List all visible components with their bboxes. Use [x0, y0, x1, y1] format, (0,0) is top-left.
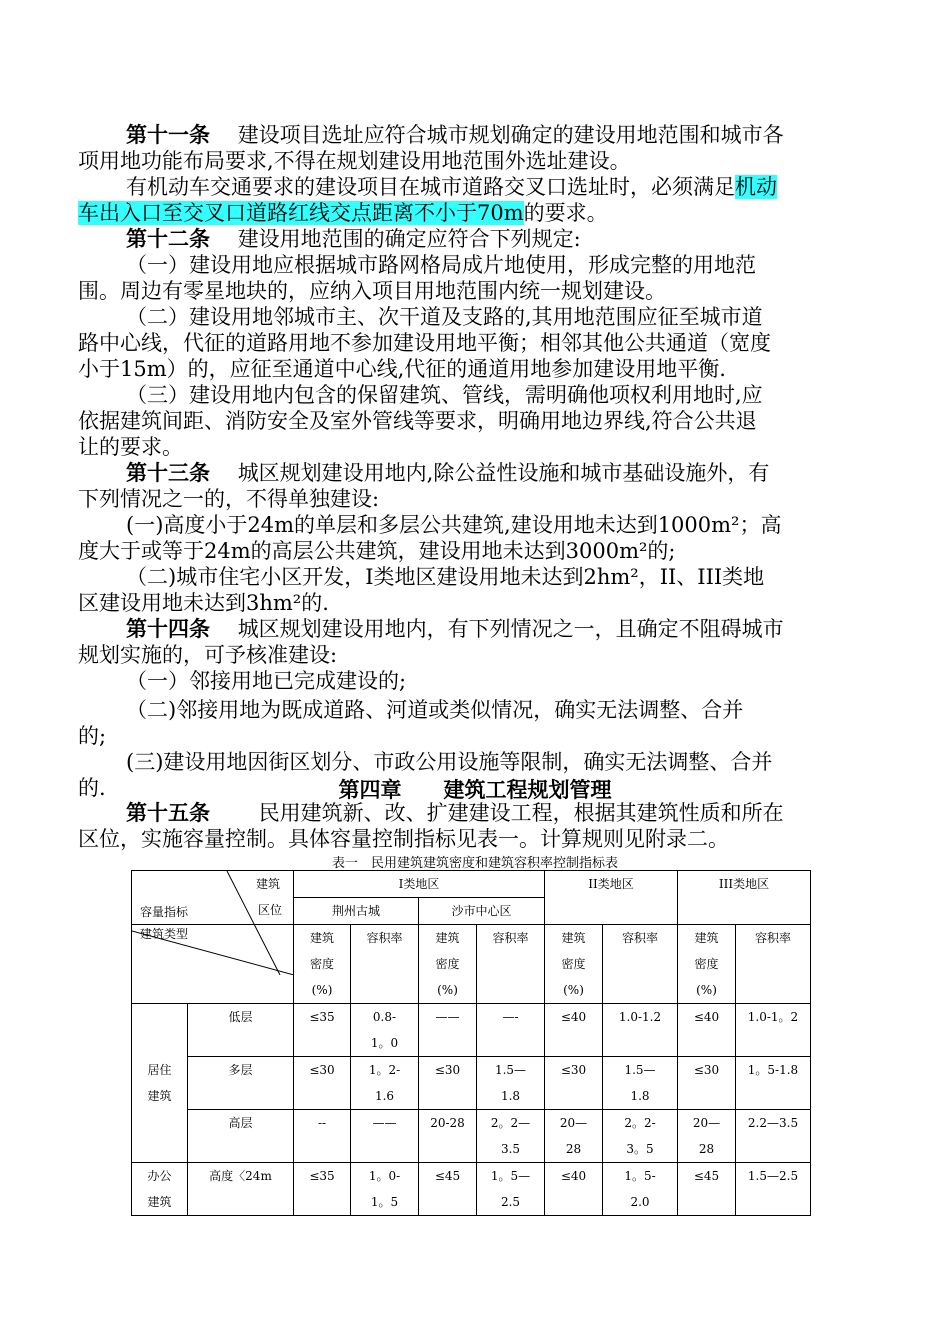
table-cell-text: ≤30 [434, 1063, 461, 1077]
table-cell-text: ≤35 [309, 1010, 335, 1024]
article-12-item-1b: 围。周边有零星地块的，应纳入项目用地范围内统一规划建设。 [78, 279, 666, 303]
table-cell-text: 20— [559, 1116, 588, 1130]
table-cell-text: 密度 [694, 957, 719, 971]
article-14-line-1 [78, 616, 916, 642]
table-cell [678, 1057, 736, 1110]
article-14-item-2a: （二)邻接用地为既成道路、河道或类似情况，确实无法调整、合并 [126, 698, 744, 722]
table-cell-text: 3.5 [500, 1142, 521, 1156]
table-cell [545, 1163, 603, 1216]
table-cell-text: ≤40 [560, 1010, 587, 1024]
header-density [678, 925, 736, 1004]
zone-1-sub-1: 荆州古城 [294, 898, 419, 925]
table-cell-text: 1。5-1.8 [747, 1063, 799, 1077]
table-caption: 表一 民用建筑建筑密度和建筑容积率控制指标表 [331, 856, 618, 871]
row-type: 多层 [188, 1057, 294, 1110]
article-11-text: 建设项目选址应符合城市规划确定的建设用地范围和城市各 [237, 123, 784, 147]
article-12-line-1 [78, 226, 916, 252]
corner-label-a: 建筑 [256, 877, 281, 891]
table-cell [736, 1004, 811, 1057]
table-cell-text: 2。2— [490, 1116, 531, 1130]
article-12-item-3c: 让的要求。 [78, 435, 183, 459]
article-13-line-1 [78, 460, 916, 486]
table-cell-text: —- [502, 1010, 519, 1024]
table-cell-text: ≤40 [693, 1010, 720, 1024]
table-cell [477, 1110, 545, 1163]
table-cell-text: 1.0-1.2 [618, 1010, 662, 1024]
table-cell [545, 1110, 603, 1163]
header-far: 容积率 [736, 925, 811, 1004]
table-cell [351, 1004, 419, 1057]
article-13-item-1b: 度大于或等于24m的高层公共建筑，建设用地未达到3000m²的; [78, 539, 676, 563]
table-cell-text: 28 [698, 1142, 715, 1156]
table-cell-text: -- [317, 1116, 327, 1130]
group-office [132, 1163, 188, 1216]
table-cell-text: 1.5—2.5 [747, 1169, 799, 1183]
article-13-item-2a: （二)城市住宅小区开发，I类地区建设用地未达到2hm²，II、III类地 [126, 565, 765, 589]
article-12-item-3a: （三）建设用地内包含的保留建筑、管线，需明确他项权利用地时,应 [126, 383, 763, 407]
table-cell-text: ≤45 [434, 1169, 461, 1183]
table-cell-text: ≤30 [560, 1063, 587, 1077]
article-11-text-4: 的要求。 [523, 201, 608, 225]
article-14-item-3a: (三)建设用地因街区划分、市政公用设施等限制，确实无法调整、合并 [126, 750, 773, 774]
table-cell-text: 建筑 [435, 931, 460, 945]
table-cell [477, 1163, 545, 1216]
article-11-heading: 第十一条 [126, 122, 210, 147]
table-cell [603, 1057, 678, 1110]
article-11-line-1 [78, 122, 916, 148]
table-cell [351, 1163, 419, 1216]
table-cell-text: (%) [311, 983, 333, 997]
table-cell-text: 密度 [561, 957, 586, 971]
zone-3-header: III类地区 [678, 871, 811, 925]
table-cell-text: 密度 [435, 957, 460, 971]
article-14-item-3b: 的. [78, 776, 106, 800]
article-12-item-2a: （二）建设用地邻城市主、次干道及支路的,其用地范围应征至城市道 [126, 305, 763, 329]
article-11-line-2: 项用地功能布局要求,不得在规划建设用地范围外选址建设。 [78, 149, 631, 173]
corner-label-b: 区位 [258, 903, 283, 917]
table-cell-text: 1。0- [368, 1169, 401, 1183]
article-15-text: 民用建筑新、改、扩建建设工程，根据其建筑性质和所在 [258, 801, 784, 825]
table-cell [603, 1163, 678, 1216]
group-residential [132, 1004, 188, 1163]
table-cell-text: (%) [563, 983, 584, 997]
article-14-text: 城区规划建设用地内，有下列情况之一，且确定不阻碍城市 [237, 617, 784, 641]
table-cell [603, 1004, 678, 1057]
article-12-item-2b: 路中心线，代征的道路用地不参加建设用地平衡；相邻其他公共通道（宽度 [78, 331, 771, 355]
table-cell-text: 1.6 [374, 1089, 395, 1103]
table-cell-text: ≤40 [560, 1169, 587, 1183]
table-cell [477, 1004, 545, 1057]
table-cell [419, 1057, 477, 1110]
article-13-line-2: 下列情况之一的，不得单独建设: [78, 487, 380, 511]
header-far: 容积率 [477, 925, 545, 1004]
article-14-item-2b: 的; [78, 724, 107, 748]
row-type: 低层 [188, 1004, 294, 1057]
table-cell-text: 1。5- [624, 1169, 656, 1183]
zone-2-header: II类地区 [545, 871, 678, 925]
article-15-heading: 第十五条 [126, 800, 210, 825]
table-cell-text: 建筑 [561, 931, 586, 945]
table-cell-text: 建筑 [694, 931, 719, 945]
corner-label-c: 容量指标 [140, 905, 189, 919]
article-13-item-1a: (一)高度小于24m的单层和多层公共建筑,建设用地未达到1000m²；高 [126, 513, 782, 537]
table-row [132, 1110, 811, 1163]
article-13-heading: 第十三条 [126, 460, 210, 485]
table-cell [603, 1110, 678, 1163]
table-cell [545, 1004, 603, 1057]
chapter-title: 第四章 建筑工程规划管理 [338, 778, 612, 802]
corner-label-d: 建筑类型 [140, 927, 189, 941]
table-cell [736, 1163, 811, 1216]
article-12-heading: 第十二条 [126, 226, 210, 251]
table-cell [294, 1004, 351, 1057]
table-cell [736, 1057, 811, 1110]
table-cell [294, 1110, 351, 1163]
article-12-item-1a: （一）建设用地应根据城市路网格局成片地使用，形成完整的用地范 [126, 253, 756, 277]
table-cell-text: ≤45 [693, 1169, 720, 1183]
table-cell-text: ≤30 [693, 1063, 720, 1077]
table-cell-text: 2.0 [630, 1195, 650, 1209]
article-14-item-1: （一）邻接用地已完成建设的; [126, 669, 407, 693]
table-cell-text: 2。2- [624, 1116, 656, 1130]
table-cell-text: 3。5 [626, 1142, 654, 1156]
table-cell-text: 28 [565, 1142, 582, 1156]
table-cell [736, 1110, 811, 1163]
table-row [132, 1057, 811, 1110]
table-cell [419, 1110, 477, 1163]
table-cell-text: 1.8 [630, 1089, 650, 1103]
table-corner-header [132, 871, 294, 941]
table-cell-text: (%) [437, 983, 458, 997]
table-cell-text: (%) [696, 983, 717, 997]
article-13-item-2b: 区建设用地未达到3hm²的. [78, 591, 329, 615]
header-density [294, 925, 351, 1004]
table-cell-text: 居住 [147, 1063, 172, 1077]
table-row [132, 1004, 811, 1057]
table-cell-text: 1.5— [494, 1063, 527, 1077]
table-cell [294, 1163, 351, 1216]
header-far: 容积率 [603, 925, 678, 1004]
control-index-table [131, 870, 811, 1216]
article-12-text: 建设用地范围的确定应符合下列规定: [237, 227, 581, 251]
article-11-line-4 [78, 200, 868, 226]
article-12-item-2c: 小于15m）的，应征至通道中心线,代征的通道用地参加建设用地平衡. [78, 357, 726, 381]
article-11-line-3 [78, 174, 916, 200]
table-cell-text: 20— [692, 1116, 721, 1130]
highlight-text: 车出入口至交叉口道路红线交点距离不小于70m [78, 201, 524, 225]
table-cell-text: 1.5— [624, 1063, 656, 1077]
table-cell-text: —— [372, 1116, 397, 1130]
table-cell-text: ≤30 [309, 1063, 335, 1077]
table-cell-text: 建筑 [147, 1089, 172, 1103]
table-cell [351, 1057, 419, 1110]
article-12-item-3b: 依据建筑间距、消防安全及室外管线等要求，明确用地边界线,符合公共退 [78, 409, 757, 433]
table-cell [477, 1057, 545, 1110]
table-row [132, 1163, 811, 1216]
table-cell [545, 1057, 603, 1110]
row-type: 高层 [188, 1110, 294, 1163]
article-11-text-3: 有机动车交通要求的建设项目在城市道路交叉口选址时，必须满足 [126, 175, 735, 199]
article-15-line-2: 区位，实施容量控制。具体容量控制指标见表一。计算规则见附录二。 [78, 827, 729, 851]
table-cell-text: 2.5 [500, 1195, 521, 1209]
table-cell-text: 1.0-1。2 [747, 1010, 799, 1024]
header-density [419, 925, 477, 1004]
table-cell-text: 建筑 [147, 1195, 172, 1209]
table-cell [678, 1110, 736, 1163]
table-cell-text: 1。5 [370, 1195, 399, 1209]
table-cell-text: 20-28 [430, 1116, 465, 1130]
table-cell [419, 1004, 477, 1057]
table-cell-text: 建筑 [309, 931, 334, 945]
article-15-line-1 [78, 800, 916, 826]
table-cell-text: 1.8 [500, 1089, 521, 1103]
table-cell [678, 1163, 736, 1216]
article-13-text: 城区规划建设用地内,除公益性设施和城市基础设施外，有 [237, 461, 770, 485]
table-cell-text: ≤35 [309, 1169, 335, 1183]
table-cell [294, 1057, 351, 1110]
table-cell-text: 1。5— [490, 1169, 531, 1183]
table-cell-text: 2.2—3.5 [747, 1116, 799, 1130]
header-density [545, 925, 603, 1004]
table-cell-text: 1。0 [370, 1036, 399, 1050]
row-type: 高度〈24m [188, 1163, 294, 1216]
article-14-line-2: 规划实施的，可予核准建设: [78, 643, 338, 667]
table-cell-text: 1。2- [368, 1063, 401, 1077]
article-14-heading: 第十四条 [126, 616, 210, 641]
table-cell [419, 1163, 477, 1216]
table-cell-text: 密度 [309, 957, 334, 971]
table-cell-text: 0.8- [372, 1010, 397, 1024]
table-cell [351, 1110, 419, 1163]
zone-1-header: I类地区 [294, 871, 545, 898]
header-far: 容积率 [351, 925, 419, 1004]
table-cell-text: —— [435, 1010, 460, 1024]
table-cell-text: 办公 [147, 1169, 172, 1183]
table-cell [678, 1004, 736, 1057]
highlight-text: 机动 [735, 175, 777, 199]
zone-1-sub-2: 沙市中心区 [419, 898, 545, 925]
